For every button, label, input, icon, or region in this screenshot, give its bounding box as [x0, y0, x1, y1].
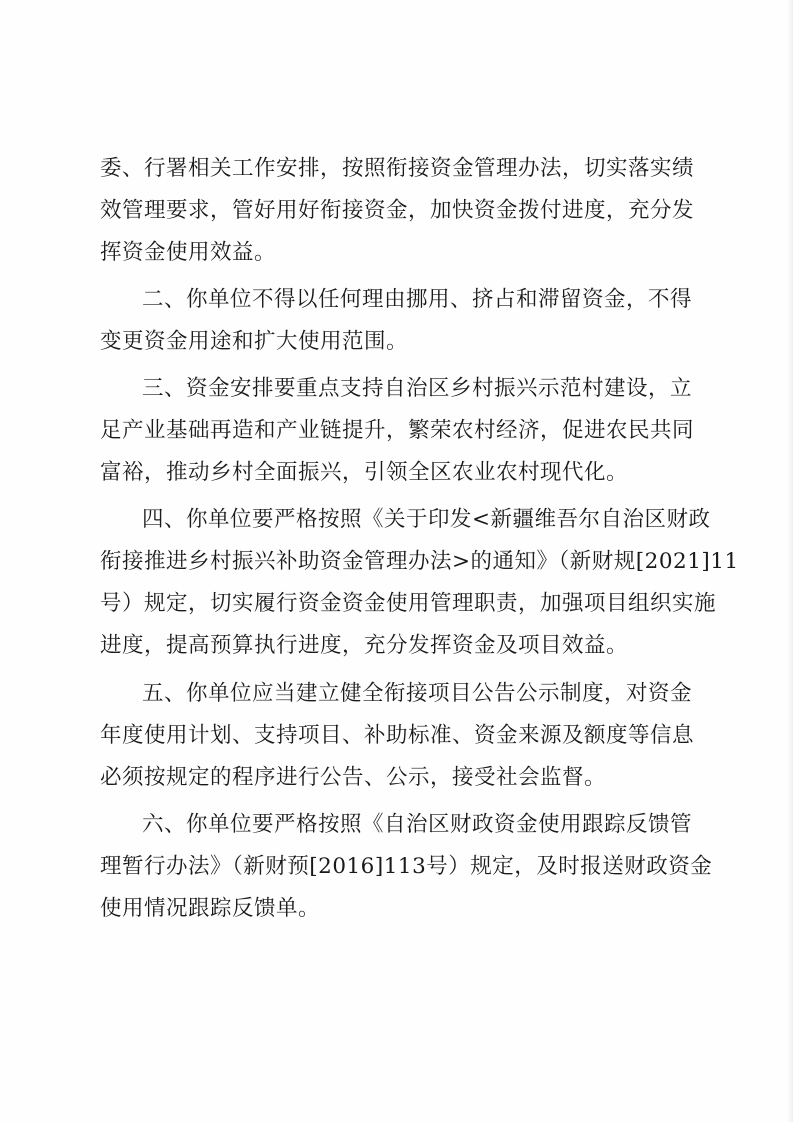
- body-line: 富裕，推动乡村全面振兴，引领全区农业农村现代化。: [100, 460, 629, 485]
- body-line: 三、资金安排要重点支持自治区乡村振兴示范村建设，立: [142, 376, 693, 401]
- body-line: 号）规定，切实履行资金资金使用管理职责，加强项目组织实施: [100, 591, 717, 616]
- body-line: 必须按规定的程序进行公告、公示，接受社会监督。: [100, 765, 607, 790]
- body-line: 衔接推进乡村振兴补助资金管理办法>的通知》（新财规[2021]11: [100, 549, 739, 574]
- body-line: 挥资金使用效益。: [100, 240, 277, 265]
- body-line: 进度，提高预算执行进度，充分发挥资金及项目效益。: [100, 633, 629, 658]
- body-line: 委、行署相关工作安排，按照衔接资金管理办法，切实落实绩: [100, 156, 695, 181]
- body-line: 使用情况跟踪反馈单。: [100, 896, 321, 921]
- body-line: 六、你单位要严格按照《自治区财政资金使用跟踪反馈管: [142, 812, 693, 837]
- body-line: 变更资金用途和扩大使用范围。: [100, 329, 409, 354]
- page-edge-shadow: [787, 0, 793, 1122]
- body-line: 四、你单位要严格按照《关于印发<新疆维吾尔自治区财政: [142, 507, 711, 532]
- body-line: 足产业基础再造和产业链提升，繁荣农村经济，促进农民共同: [100, 418, 695, 443]
- body-line: 理暂行办法》（新财预[2016]113号）规定，及时报送财政资金: [100, 854, 713, 879]
- body-line: 二、你单位不得以任何理由挪用、挤占和滞留资金，不得: [142, 287, 693, 312]
- body-line: 五、你单位应当建立健全衔接项目公告公示制度，对资金: [142, 681, 693, 706]
- body-line: 效管理要求，管好用好衔接资金，加快资金拨付进度，充分发: [100, 198, 695, 223]
- body-line: 年度使用计划、支持项目、补助标准、资金来源及额度等信息: [100, 723, 695, 748]
